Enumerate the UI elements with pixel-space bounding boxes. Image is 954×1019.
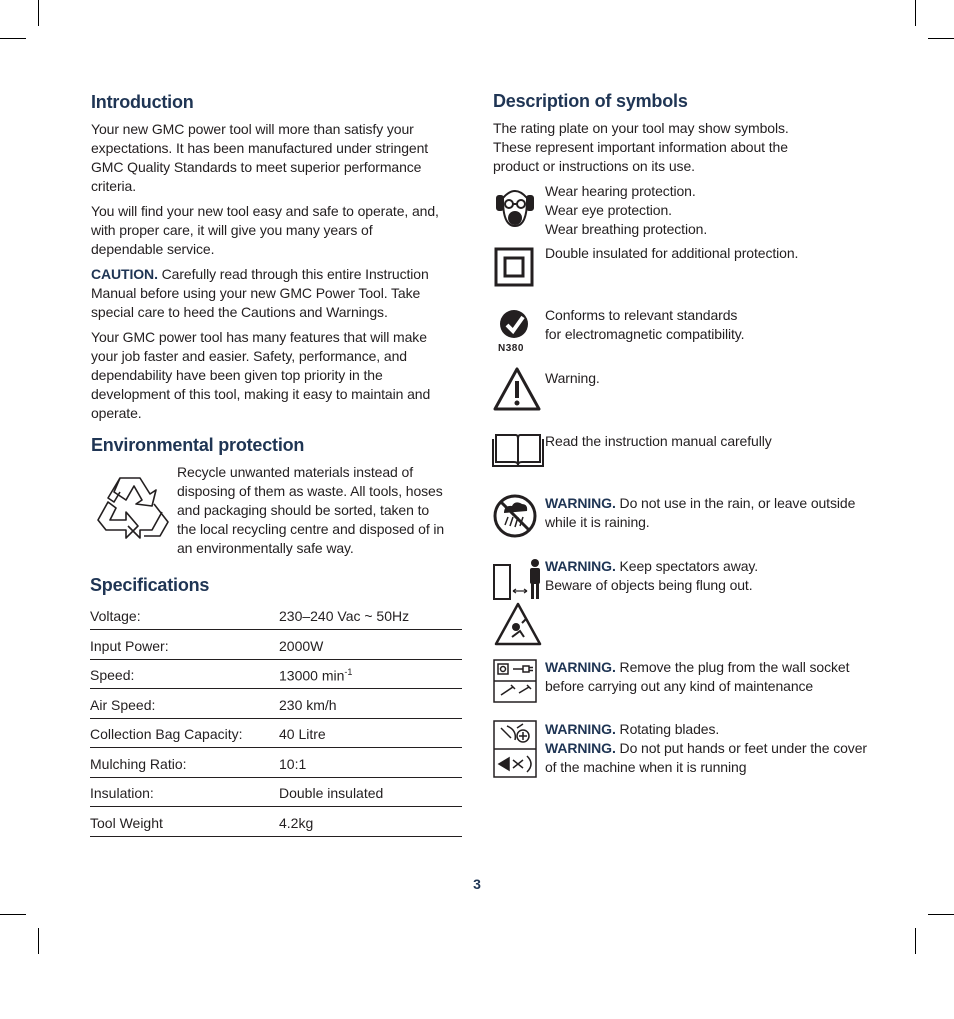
double-insulation-icon: [494, 247, 534, 292]
ppe-head-icon: [493, 182, 537, 235]
double-insulation-text: Double insulated for additional protection.: [545, 245, 799, 261]
caution-paragraph: [91, 265, 441, 322]
crop-mark: [915, 928, 916, 954]
spec-row: [90, 718, 462, 748]
spec-value-text: 230–240 Vac ~ 50Hz: [279, 608, 410, 624]
spec-label: Speed:: [90, 667, 135, 683]
intro-paragraph: Your new GMC power tool will more than satisfy your expectations. It has been manufactured under stringent GMC Quality Standards to meet superior performance criteria.: [91, 121, 429, 194]
caution-text: Carefully read through this entire Instruction Manual before using your new GMC Power Tool. Take special care to heed the Cautions and Warnings.: [91, 266, 429, 320]
spec-row: [90, 807, 462, 837]
spec-value: [279, 638, 323, 654]
warning-label: WARNING.: [545, 495, 616, 511]
blades-message: Rotating blades.: [615, 721, 720, 737]
spec-value: [279, 756, 306, 772]
crop-mark: [928, 38, 954, 39]
blades-message-2: Do not put hands or feet under the cover of the machine when it is running: [545, 740, 867, 775]
manual-text: Read the instruction manual carefully: [545, 433, 772, 449]
intro-paragraph: Your GMC power tool has many features that will make your job faster and easier. Safety, performance, and dependability have been given top priority in the development of this tool, making it easy to maintain and operate.: [91, 329, 431, 421]
warning-label: WARNING.: [545, 558, 616, 574]
spec-value-text: 230 km/h: [279, 697, 337, 713]
spec-row: [90, 630, 462, 660]
spec-value: [279, 697, 337, 713]
warning-text: Warning.: [545, 370, 600, 386]
spec-value-text: 10:1: [279, 756, 307, 772]
spec-label: Air Speed:: [90, 697, 156, 713]
spec-label: Collection Bag Capacity:: [90, 726, 243, 742]
c-tick-text: [545, 306, 875, 344]
symbols-heading: Description of symbols: [493, 91, 688, 111]
c-tick-label: N380: [498, 343, 524, 354]
ppe-line: Wear breathing protection.: [545, 221, 708, 237]
spec-row: [90, 689, 462, 719]
spec-value-text: 4.2kg: [279, 815, 314, 831]
c-tick-line: Conforms to relevant standards: [545, 307, 738, 323]
crop-mark: [38, 928, 39, 954]
manual-book-icon: [492, 431, 544, 474]
spec-label: Insulation:: [90, 785, 154, 801]
spec-value: [279, 608, 409, 624]
spec-row: [90, 600, 462, 630]
spec-value-text: 13000 min: [279, 667, 345, 684]
warning-label: WARNING.: [545, 740, 616, 756]
blades-text: [545, 720, 875, 777]
intro-paragraph: You will find your new tool easy and safe to operate, and, with proper care, it will give you many years of dependable service.: [91, 203, 439, 257]
spectators-text: [545, 557, 875, 595]
crop-mark: [0, 38, 26, 39]
unplug-message: Remove the plug from the wall socket before carrying out any kind of maintenance: [545, 659, 850, 694]
spec-value-text: 40 Litre: [279, 726, 326, 742]
no-rain-icon: [492, 493, 538, 544]
warning-label: WARNING.: [545, 659, 616, 675]
spec-value: [279, 726, 326, 742]
ppe-text: [545, 182, 875, 239]
spec-value: [279, 785, 383, 801]
recycle-icon: [92, 472, 172, 553]
spec-value: [279, 667, 352, 684]
specifications-heading: Specifications: [90, 575, 210, 595]
caution-label: CAUTION.: [91, 266, 158, 282]
c-tick-line: for electromagnetic compatibility.: [545, 326, 745, 342]
spectators-icon: [492, 557, 544, 652]
spec-label: Mulching Ratio:: [90, 756, 187, 772]
symbols-intro: The rating plate on your tool may show symbols. These represent important information about the product or instructions on its use.: [493, 120, 789, 174]
page-number: 3: [473, 876, 481, 892]
spec-label: Voltage:: [90, 608, 141, 624]
warning-label: WARNING.: [545, 721, 616, 737]
ppe-line: Wear eye protection.: [545, 202, 672, 218]
crop-mark: [38, 0, 39, 26]
no-rain-text: [545, 494, 875, 532]
spec-value-text: Double insulated: [279, 785, 384, 801]
crop-mark: [0, 914, 26, 915]
rotating-blades-icon: [493, 720, 537, 783]
spec-row: [90, 748, 462, 778]
environmental-text: Recycle unwanted materials instead of disposing of them as waste. All tools, hoses and packaging should be sorted, taken to the local recycling centre and disposed of in an environmentally safe way.: [177, 464, 445, 556]
spec-label: Input Power:: [90, 638, 169, 654]
blades-line: [545, 739, 875, 777]
spec-row: [90, 777, 462, 807]
warning-triangle-icon: [492, 366, 542, 417]
introduction-text: [91, 120, 441, 429]
spec-value: [279, 815, 313, 831]
crop-mark: [928, 914, 954, 915]
no-rain-message: Do not use in the rain, or leave outside while it is raining.: [545, 495, 856, 530]
ppe-line: Wear hearing protection.: [545, 183, 696, 199]
introduction-heading: Introduction: [91, 92, 194, 112]
blades-line: [545, 720, 875, 739]
spec-value-superscript: -1: [344, 667, 353, 677]
spec-row: [90, 659, 462, 689]
environmental-heading: Environmental protection: [91, 435, 305, 455]
spectators-message: Keep spectators away.: [615, 558, 759, 574]
spec-value-text: 2000W: [279, 638, 324, 654]
unplug-icon: [493, 659, 537, 708]
unplug-text: [545, 658, 875, 696]
spec-label: Tool Weight: [90, 815, 163, 831]
crop-mark: [915, 0, 916, 26]
spectators-line: Beware of objects being flung out.: [545, 577, 753, 593]
spectators-line: [545, 557, 875, 576]
